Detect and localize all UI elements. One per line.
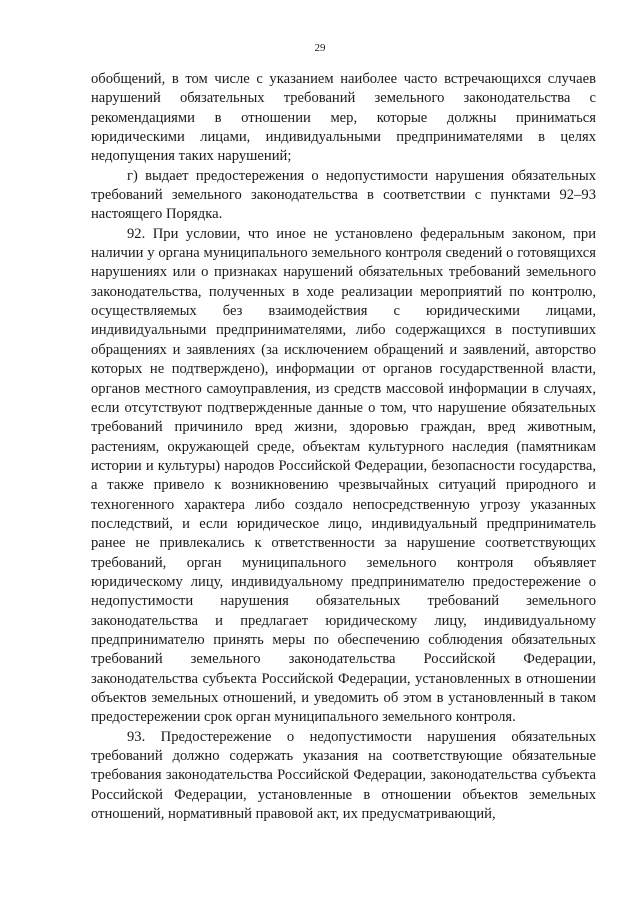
paragraph-93: 93. Предостережение о недопустимости нарушения обязательных требований должно содержать указания на соответствующие обязательные требования законодательства Российской Федерации, законодательства субъекта Российской Федерации, установленные в отношении объектов земельных отношений, нормативный правовой акт, их предусматривающий, [91,728,596,823]
paragraph-continuation: обобщений, в том числе с указанием наиболее часто встречающихся случаев нарушений обязательных требований земельного законодательства с рекомендациями в отношении мер, которые должны приниматься юридическими лицами, индивидуальными предпринимателями в целях недопущения таких нарушений; [91,71,596,165]
paragraph-item-g: г) выдает предостережения о недопустимости нарушения обязательных требований земельного законодательства в соответствии с пунктами 92–93 настоящего Порядка. [91,167,596,223]
document-body [91,70,596,824]
page-number: 29 [314,42,326,54]
paragraph-92: 92. При условии, что иное не установлено федеральным законом, при наличии у органа муниципального земельного контроля сведений о готовящихся нарушениях или о признаках нарушений обязательных требований земельного законодательства, полученных в ходе реализации мероприятий по контролю, осуществляемых без взаимодействия с юридическими лицами, индивидуальными предпринимателями, либо содержащихся в поступивших обращениях и заявлениях (за исключением обращений и заявлений, авторство которых не подтверждено), информации от органов государственной власти, органов местного самоуправления, из средств массовой информации в случаях, если отсутствуют подтвержденные данные о том, что нарушение обязательных требований причинило вред жизни, здоровью граждан, вред животным, растениям, окружающей среде, объектам культурного наследия (памятникам истории и культуры) народов Российской Федерации, безопасности государства, а также привело к возникновению чрезвычайных ситуаций природного и техногенного характера либо создало непосредственную угрозу указанных последствий, и если юридическое лицо, индивидуальный предприниматель ранее не привлекались к ответственности за нарушение соответствующих требований, орган муниципального земельного контроля объявляет юридическому лицу, индивидуальному предпринимателю предостережение о недопустимости нарушения обязательных требований земельного законодательства и предлагает юридическому лицу, индивидуальному предпринимателю принять меры по обеспечению соблюдения обязательных требований земельного законодательства Российской Федерации, законодательства субъекта Российской Федерации, установленных в отношении объектов земельных отношений, и уведомить об этом в установленный в таком предостережении срок орган муниципального земельного контроля. [91,225,596,726]
